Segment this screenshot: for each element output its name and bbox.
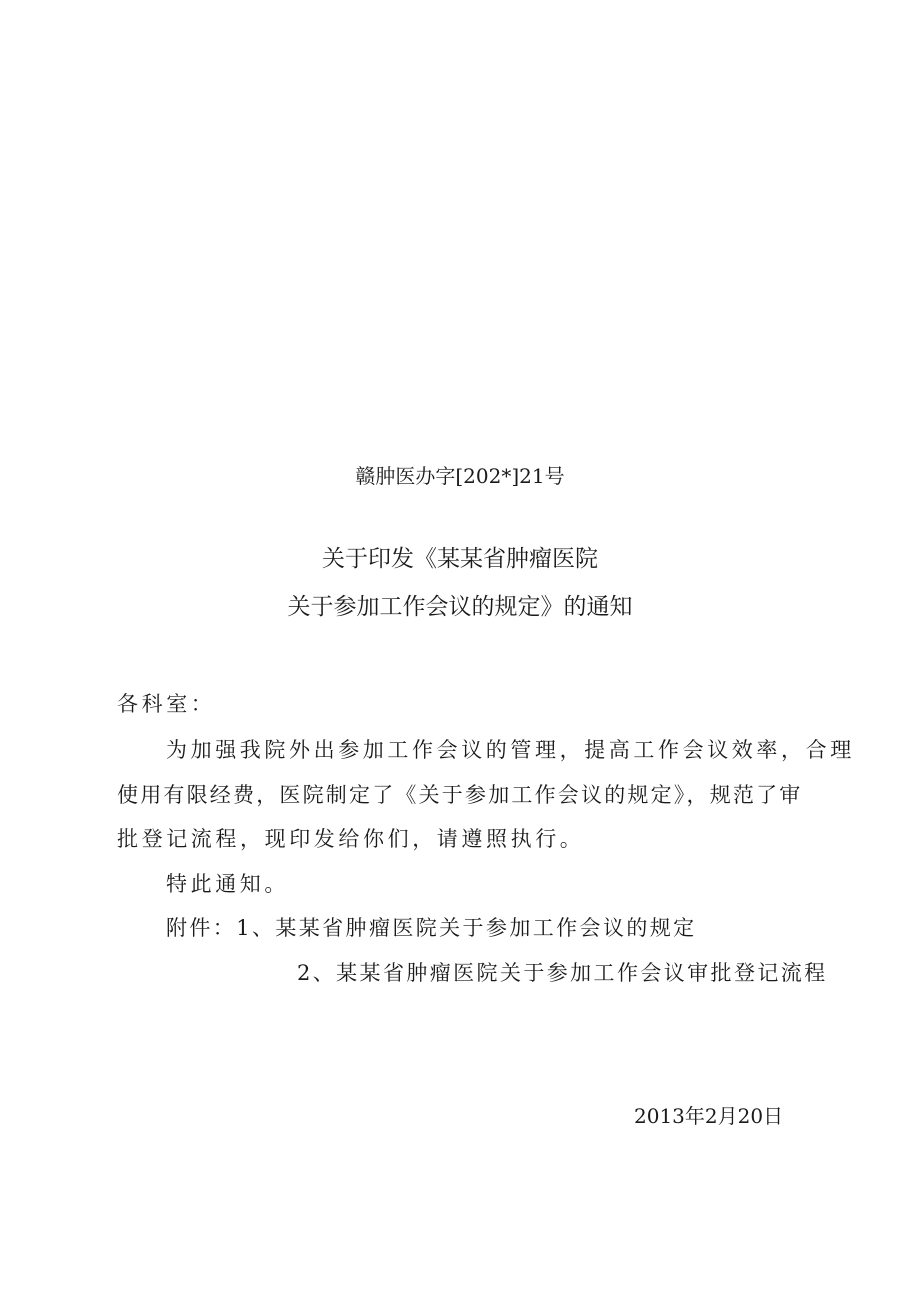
- document-title-line-1: 关于印发《某某省肿瘤医院: [322, 546, 598, 572]
- document-date: 2013年2月20日: [634, 1104, 784, 1128]
- attachment-item-2: 2、某某省肿瘤医院关于参加工作会议审批登记流程: [297, 961, 828, 985]
- body-paragraph-line-2: 使用有限经费，医院制定了《关于参加工作会议的规定》，规范了审: [117, 783, 803, 807]
- document-title-line-2: 关于参加工作会议的规定》的通知: [287, 594, 633, 620]
- closing-remark: 特此通知。: [166, 872, 289, 896]
- body-paragraph-line-1: 为加强我院外出参加工作会议的管理，提高工作会议效率，合理: [166, 738, 855, 762]
- body-paragraph-line-3: 批登记流程，现印发给你们，请遵照执行。: [117, 827, 585, 851]
- document-number: 赣肿医办字[202*]21号: [355, 464, 565, 488]
- salutation: 各科室：: [117, 692, 216, 716]
- attachment-item-1: 附件：1、某某省肿瘤医院关于参加工作会议的规定: [166, 916, 697, 940]
